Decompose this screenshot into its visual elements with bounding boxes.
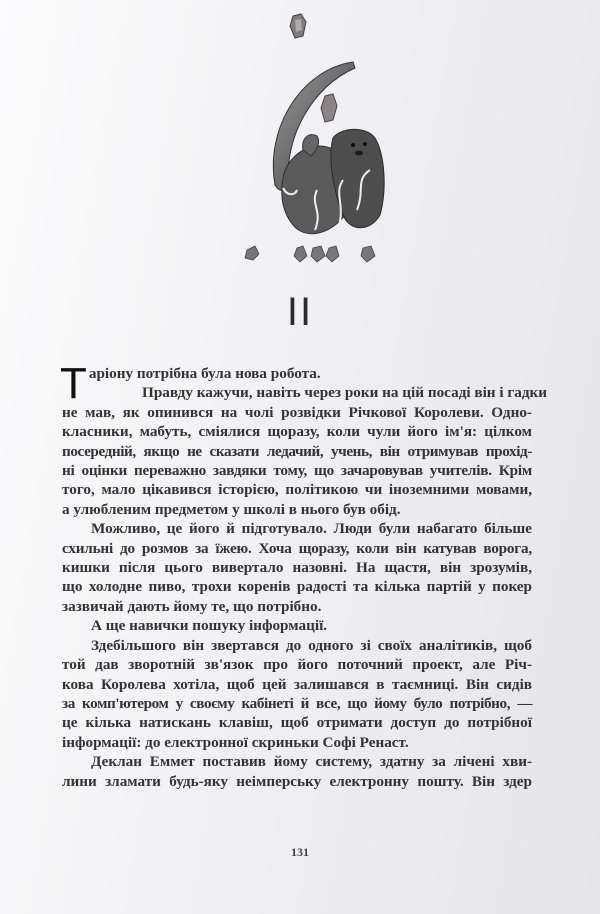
text-line: це кілька натискань клавіш, щоб отримати доступ до потрібної <box>62 714 532 732</box>
text-line: того, мало цікавився історією, політикою чи іноземними мовами, <box>62 481 532 499</box>
text-line: лини зламати будь-яку неімперську електронну пошту. Він здер <box>62 772 532 790</box>
text-line: Деклан Еммет поставив йому систему, здатну за лічені хви- <box>91 753 532 771</box>
text-line: зазвичай дають йому те, що потрібно. <box>62 597 322 615</box>
text-line: той дав зворотній зв'язок про його поточний проект, але Річ- <box>62 656 532 674</box>
paragraph <box>62 636 532 752</box>
text-line: схильні до розмов за їжею. Хоча щоразу, коли він катував ворога, <box>62 539 532 557</box>
paragraph <box>62 616 532 635</box>
paragraph <box>62 752 532 791</box>
text-line: аріону потрібна була нова робота. <box>88 365 321 382</box>
text-line: що холодне пиво, трохи коренів радості та кілька партій у покер <box>62 578 532 596</box>
page-number: 131 <box>291 845 309 859</box>
text-line: а улюбленим предметом у школі в нього був обід. <box>62 500 401 518</box>
chapter-illustration <box>205 10 405 270</box>
text-line: кишки після цього вивертало назовні. На щастя, він зрозумів, <box>62 559 532 577</box>
text-line: А ще навички пошуку інформації. <box>91 617 328 635</box>
text-line: Здебільшого він звертався до одного зі своїх аналітиків, щоб <box>91 636 532 654</box>
text-line: класники, мабуть, сміялися щоразу, коли чули його ім'я: цілком <box>62 423 532 441</box>
body-text <box>60 359 548 791</box>
paragraph <box>62 383 548 519</box>
text-line: посередній, якщо не сказати ледачий, учень, він отримував прохід- <box>62 442 532 460</box>
text-line: Правду кажучи, навіть через роки на цій посаді він і гадки <box>142 384 548 402</box>
chapter-number: II <box>286 290 314 334</box>
text-line: ні оцінки переважно завдяки тому, що зачаровував учителів. Крім <box>62 462 532 480</box>
text-line: інформації: до електронної скриньки Софі Ренаст. <box>62 733 409 751</box>
drop-cap: Т <box>60 359 87 408</box>
text-line: не мав, як опинився на чолі розвідки Річкової Королеви. Одно- <box>62 403 532 421</box>
otter-crystal-illustration-icon <box>205 10 405 270</box>
text-line: за комп'ютером у своєму кабінеті й все, що йому було потрібно, — <box>62 694 532 712</box>
paragraph <box>62 519 532 616</box>
text-line: Можливо, це його й підготувало. Люди були набагато більше <box>91 520 532 538</box>
text-line: кова Королева хотіла, щоб цей залишався в таємниці. Він сидів <box>62 675 532 693</box>
